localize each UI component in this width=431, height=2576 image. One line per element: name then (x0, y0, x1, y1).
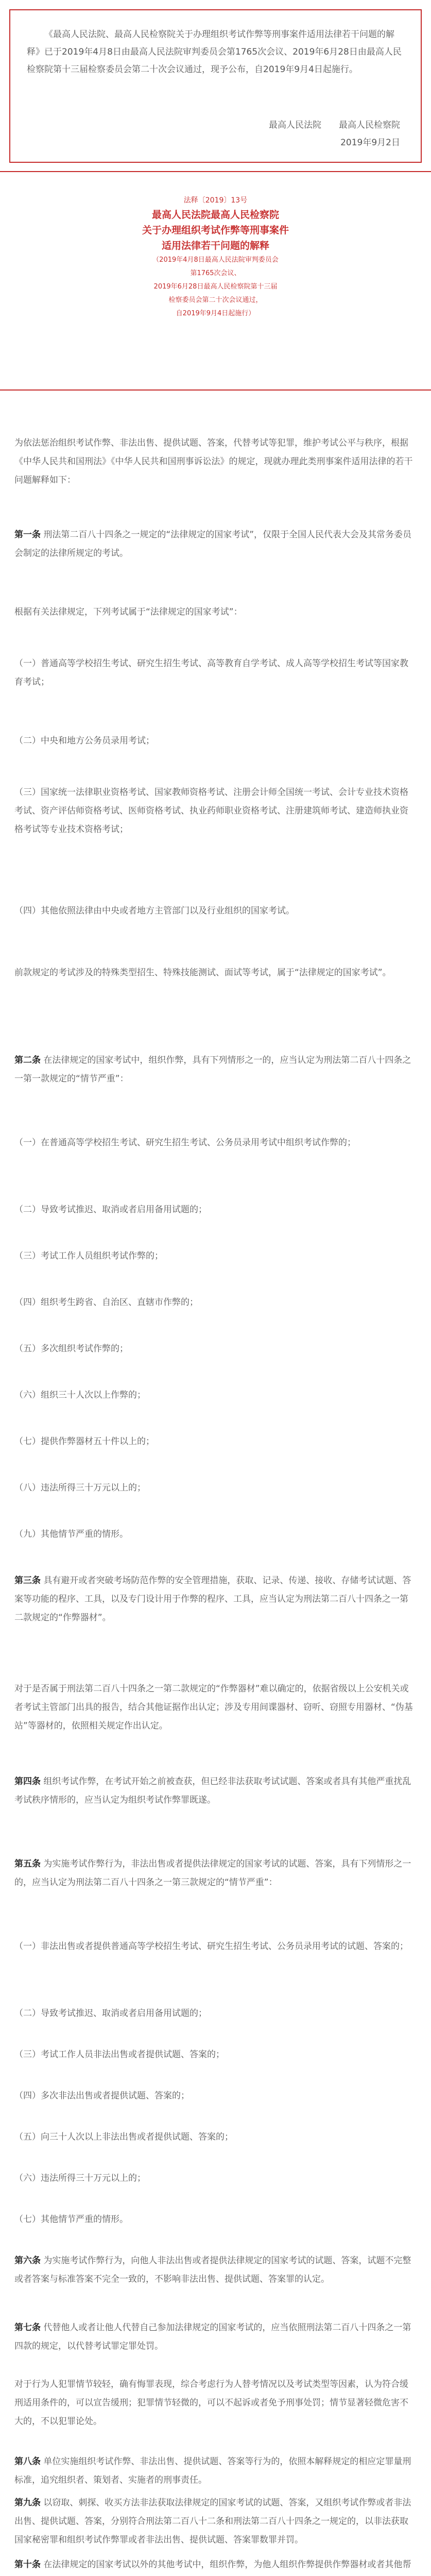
article-paragraph (14, 1051, 417, 1088)
article-text: 组织考试作弊，在考试开始之前被查获，但已经非法获取考试试题、答案或者具有其他严重扰乱考试秩序情形的，应当认定为组织考试作弊罪既遂。 (14, 1776, 411, 1805)
article-paragraph (14, 2555, 417, 2576)
article-text: 为实施考试作弊行为，向他人非法出售或者提供法律规定的国家考试的试题、答案，试题不完整或者答案与标准答案不完全一致的，不影响非法出售、提供试题、答案罪的认定。 (14, 2256, 411, 2284)
article-label: 第四条 (14, 1776, 41, 1787)
article-text: （三）国家统一法律职业资格考试、国家教师资格考试、注册会计师全国统一考试、会计专业技术资格考试、资产评估师资格考试、医师资格考试、执业药师职业资格考试、注册建筑师考试、建造师执业资格考试等专业技术资格考试； (14, 787, 408, 835)
article-text: （四）其他依照法律由中央或者地方主管部门以及行业组织的国家考试。 (14, 906, 295, 916)
article-label: 第七条 (14, 2323, 41, 2333)
document-title-line-2: 关于办理组织考试作弊等刑事案件 (142, 225, 289, 236)
article-text: （一）在普通高等学校招生考试、研究生招生考试、公务员录用考试中组织考试作弊的； (14, 1138, 356, 1148)
article-paragraph (14, 1386, 417, 1404)
article-text: （一）非法出售或者提供普通高等学校招生考试、研究生招生考试、公务员录用考试的试题、答案的； (14, 1941, 408, 1952)
article-label: 第一条 (14, 530, 41, 540)
article-paragraph (14, 2169, 417, 2188)
notice-signature (269, 116, 400, 151)
article-text: 对于行为人犯罪情节较轻，确有悔罪表现，综合考虑行为人替考情况以及考试类型等因素，认为符合缓刑适用条件的，可以宣告缓刑；犯罪情节轻微的，可以不起诉或者免予刑事处罚；情节显著轻微危害不大的，不以犯罪论处。 (14, 2379, 408, 2427)
article-text: （一）普通高等学校招生考试、研究生招生考试、高等教育自学考试、成人高等学校招生考试等国家教育考试； (14, 658, 408, 687)
red-divider-top (0, 171, 431, 172)
document-title-line-3: 适用法律若干问题的解释 (161, 240, 269, 251)
article-paragraph (14, 1680, 417, 1735)
article-paragraph (14, 2087, 417, 2105)
article-text: （三）考试工作人员组织考试作弊的； (14, 1251, 163, 1261)
article-paragraph (14, 2452, 417, 2489)
article-paragraph (14, 1479, 417, 1497)
red-divider-bottom (0, 389, 431, 391)
article-paragraph (14, 2045, 417, 2064)
publication-notice-box (9, 9, 422, 163)
document-meta-line-1: （2019年4月8日最高人民法院审判委员会 (152, 256, 279, 264)
article-paragraph (14, 1133, 417, 1152)
article-paragraph (14, 2375, 417, 2431)
article-text: （四）多次非法出售或者提供试题、答案的； (14, 2091, 189, 2101)
document-meta-line-3: 2019年6月28日最高人民检察院第十三届 (153, 283, 278, 291)
article-label: 第九条 (14, 2498, 41, 2508)
document-meta-line-2: 第1765次会议、 (190, 269, 241, 277)
article-paragraph (14, 2251, 417, 2289)
article-text: 刑法第二百八十四条之一规定的“法律规定的国家考试”，仅限于全国人民代表大会及其常务委员会制定的法律所规定的考试。 (14, 530, 412, 558)
article-paragraph (14, 1247, 417, 1265)
article-text: （二）导致考试推迟、取消或者启用备用试题的； (14, 1205, 207, 1215)
article-text: （七）提供作弊器材五十件以上的； (14, 1436, 154, 1447)
article-paragraph (14, 1432, 417, 1451)
notice-signature-date: 2019年9月2日 (340, 138, 400, 148)
notice-signature-orgs: 最高人民法院 最高人民检察院 (269, 120, 400, 130)
document-title-line-1: 最高人民法院最高人民检察院 (151, 209, 279, 221)
intro-paragraph: 为依法惩治组织考试作弊、非法出售、提供试题、答案，代替考试等犯罪，维护考试公平与秩序，根据《中华人民共和国刑法》《中华人民共和国刑事诉讼法》的规定，现就办理此类刑事案件适用法律的若干问题解释如下： (14, 438, 413, 485)
article-label: 第五条 (14, 1859, 41, 1869)
article-text: 在法律规定的国家考试中，组织作弊，具有下列情形之一的，应当认定为刑法第二百八十四条之一第一款规定的“情节严重”： (14, 1055, 411, 1084)
article-paragraph (14, 603, 417, 621)
article-paragraph (14, 654, 417, 691)
article-paragraph (14, 1293, 417, 1312)
article-text: （三）考试工作人员非法出售或者提供试题、答案的； (14, 2049, 225, 2060)
article-paragraph (14, 1571, 417, 1627)
article-label: 第六条 (14, 2256, 41, 2266)
article-text: 根据有关法律规定，下列考试属于“法律规定的国家考试”： (14, 607, 243, 617)
article-text: （五）多次组织考试作弊的； (14, 1344, 128, 1354)
document-number: 法释〔2019〕13号 (183, 196, 248, 205)
article-paragraph (14, 963, 417, 982)
article-text: （五）向三十人次以上非法出售或者提供试题、答案的； (14, 2132, 233, 2142)
article-text: （七）其他情节严重的情形。 (14, 2214, 128, 2225)
article-text: 对于是否属于刑法第二百八十四条之一第二款规定的“作弊器材”难以确定的，依据省级以上公安机关或者考试主管部门出具的报告，结合其他证据作出认定；涉及专用间谍器材、窃听、窃照专用器材、“伪基站”等器材的，依照相关规定作出认定。 (14, 1684, 413, 1731)
article-text: 单位实施组织考试作弊、非法出售、提供试题、答案等行为的，依照本解释规定的相应定罪量刑标准，追究组织者、策划者、实施者的刑事责任。 (14, 2456, 411, 2485)
article-paragraph (14, 1525, 417, 1544)
article-text: （六）违法所得三十万元以上的； (14, 2173, 146, 2183)
article-text: （八）违法所得三十万元以上的； (14, 1483, 146, 1493)
article-label: 第八条 (14, 2456, 41, 2467)
article-paragraph (14, 2494, 417, 2549)
article-text: 以窃取、刺探、收买方法非法获取法律规定的国家考试的试题、答案，又组织考试作弊或者非法出售、提供试题、答案，分别符合刑法第二百八十二条和刑法第二百八十四条之一规定的，以非法获取国家秘密罪和组织考试作弊罪或者非法出售、提供试题、答案罪数罪并罚。 (14, 2498, 411, 2545)
publication-notice-text: 《最高人民法院、最高人民检察院关于办理组织考试作弊等刑事案件适用法律若干问题的解释》已于2019年4月8日由最高人民法院审判委员会第1765次会议、2019年6月28日由最高人民检察院第十三届检察委员会第二十次会议通过，现予公布，自2019年9月4日起施行。 (27, 29, 402, 75)
article-paragraph (14, 1340, 417, 1358)
document-header (0, 194, 431, 320)
article-label: 第三条 (14, 1575, 41, 1586)
article-text: 具有避开或者突破考场防范作弊的安全管理措施，获取、记录、传递、接收、存储考试试题、答案等功能的程序、工具，以及专门设计用于作弊的程序、工具，应当认定为刑法第二百八十四条之一第二款规定的“作弊器材”。 (14, 1575, 411, 1623)
article-text: （四）组织考生跨省、自治区、直辖市作弊的； (14, 1297, 198, 1308)
article-paragraph (14, 526, 417, 563)
article-text: 代替他人或者让他人代替自己参加法律规定的国家考试的，应当依照刑法第二百八十四条之一第四款的规定，以代替考试罪定罪处罚。 (14, 2323, 411, 2351)
article-paragraph (14, 902, 417, 920)
article-text: （二）导致考试推迟、取消或者启用备用试题的； (14, 2008, 207, 2019)
article-text: （二）中央和地方公务员录用考试； (14, 736, 154, 746)
article-paragraph (14, 1200, 417, 1219)
article-paragraph (14, 732, 417, 750)
article-paragraph (14, 2128, 417, 2146)
article-text: 在法律规定的国家考试以外的其他考试中，组织作弊，为他人组织作弊提供作弊器材或者其他帮 (43, 2560, 411, 2570)
article-text: （六）组织三十人次以上作弊的； (14, 1390, 146, 1400)
article-paragraph (14, 2210, 417, 2229)
article-paragraph (14, 1855, 417, 1892)
article-label: 第十条 (14, 2560, 41, 2570)
article-paragraph (14, 2004, 417, 2023)
article-paragraph (14, 1937, 417, 1956)
document-meta-line-4: 检察委员会第二十次会议通过， (168, 296, 263, 304)
document-meta-line-5: 自2019年9月4日起施行） (176, 310, 255, 317)
article-paragraph (14, 783, 417, 839)
article-text: （九）其他情节严重的情形。 (14, 1529, 128, 1539)
article-text: 前款规定的考试涉及的特殊类型招生、特殊技能测试、面试等考试，属于“法律规定的国家考试”。 (14, 968, 391, 978)
article-label: 第二条 (14, 1055, 41, 1065)
article-paragraph (14, 2318, 417, 2355)
article-text: 为实施考试作弊行为，非法出售或者提供法律规定的国家考试的试题、答案，具有下列情形之一的，应当认定为刑法第二百八十四条之一第三款规定的“情节严重”： (14, 1859, 411, 1888)
article-paragraph (14, 1772, 417, 1809)
